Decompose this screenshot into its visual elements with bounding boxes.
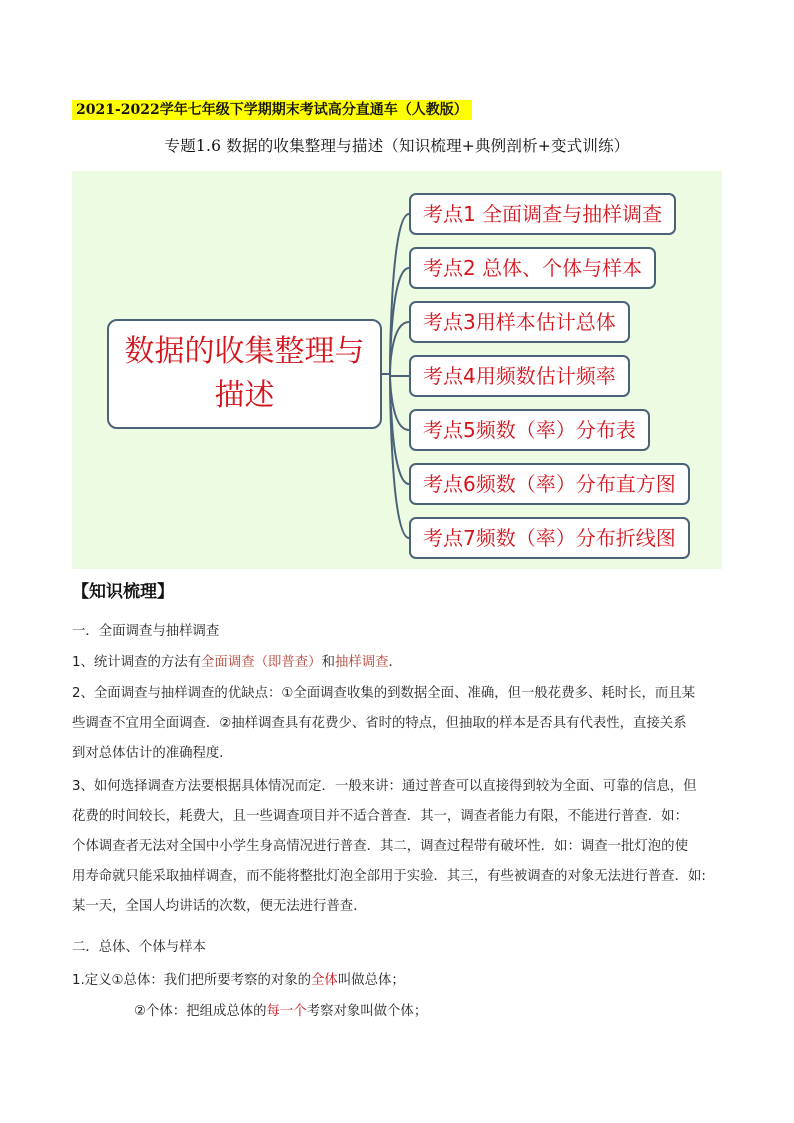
p3-line-4: 用寿命就只能采取抽样调查，而不能将整批灯泡全部用于实验．其三，有些被调查的对象无法进行普查．如: [72, 869, 706, 884]
header-band: 2021-2022学年七年级下学期期末考试高分直通车（人教版） [72, 100, 472, 120]
p1-prefix: 1、统计调查的方法有 [72, 655, 202, 670]
d2-term: 每一个 [266, 1004, 307, 1019]
p3-line-1: 3、如何选择调查方法要根据具体情况而定．一般来讲：通过普查可以直接得到较为全面、可靠的信息，但 [72, 779, 697, 794]
mind-map-node-6: 考点6频数（率）分布直方图 [409, 463, 690, 505]
mind-map-root [107, 319, 382, 429]
d1-prefix: 1.定义①总体：我们把所要考察的对象的 [72, 973, 312, 988]
heading-2: 二．总体、个体与样本 [72, 940, 206, 955]
mind-map-node-1: 考点1 全面调查与抽样调查 [409, 193, 676, 235]
p2-line-2: 些调查不宜用全面调查．②抽样调查具有花费少、省时的特点，但抽取的样本是否具有代表性，直接关系 [72, 716, 687, 731]
mind-map-node-7: 考点7频数（率）分布折线图 [409, 517, 690, 559]
p1-suffix: ． [388, 655, 402, 670]
d2-prefix: ②个体：把组成总体的 [134, 1004, 267, 1019]
d2-suffix: 考察对象叫做个体； [306, 1004, 428, 1019]
mind-map-node-2: 考点2 总体、个体与样本 [409, 247, 656, 289]
d1-term: 全体 [311, 973, 338, 988]
mind-map-node-4: 考点4用频数估计频率 [409, 355, 630, 397]
paragraph-2 [72, 679, 722, 769]
p1-mid: 和 [321, 655, 335, 670]
mind-map [72, 171, 722, 569]
document-subtitle: 专题1.6 数据的收集整理与描述（知识梳理+典例剖析+变式训练） [164, 137, 630, 155]
connector-7 [390, 374, 409, 538]
definition-2 [72, 997, 784, 1027]
p2-line-3: 到对总体估计的准确程度． [72, 746, 233, 761]
connector-5 [390, 374, 409, 430]
paragraph-1 [72, 648, 722, 678]
paragraph-3 [72, 772, 722, 922]
p3-line-5: 某一天，全国人均讲话的次数，便无法进行普查． [72, 899, 367, 914]
heading-1: 一．全面调查与抽样调查 [72, 624, 220, 639]
p3-line-3: 个体调查者无法对全国中小学生身高情况进行普查．其二，调查过程带有破坏性．如：调查一批灯泡的使 [72, 839, 688, 854]
connector-3 [390, 322, 409, 374]
p1-term-2: 抽样调查 [334, 655, 389, 670]
mind-map-root-label: 数据的收集整理与描述 [124, 334, 365, 413]
p1-term-1: 全面调查（即普查） [201, 655, 322, 670]
d1-suffix: 叫做总体； [337, 973, 405, 988]
p2-line-1: 2、全面调查与抽样调查的优缺点：①全面调查收集的到数据全面、准确，但一般花费多、耗时长，而且某 [72, 686, 696, 701]
mind-map-node-3: 考点3用样本估计总体 [409, 301, 630, 343]
definition-1 [72, 966, 722, 996]
p3-line-2: 花费的时间较长，耗费大，且一些调查项目并不适合普查．其一，调查者能力有限，不能进行普查．如： [72, 809, 688, 824]
mind-map-node-5: 考点5频数（率）分布表 [409, 409, 650, 451]
section-title: 【知识梳理】 [72, 582, 174, 602]
